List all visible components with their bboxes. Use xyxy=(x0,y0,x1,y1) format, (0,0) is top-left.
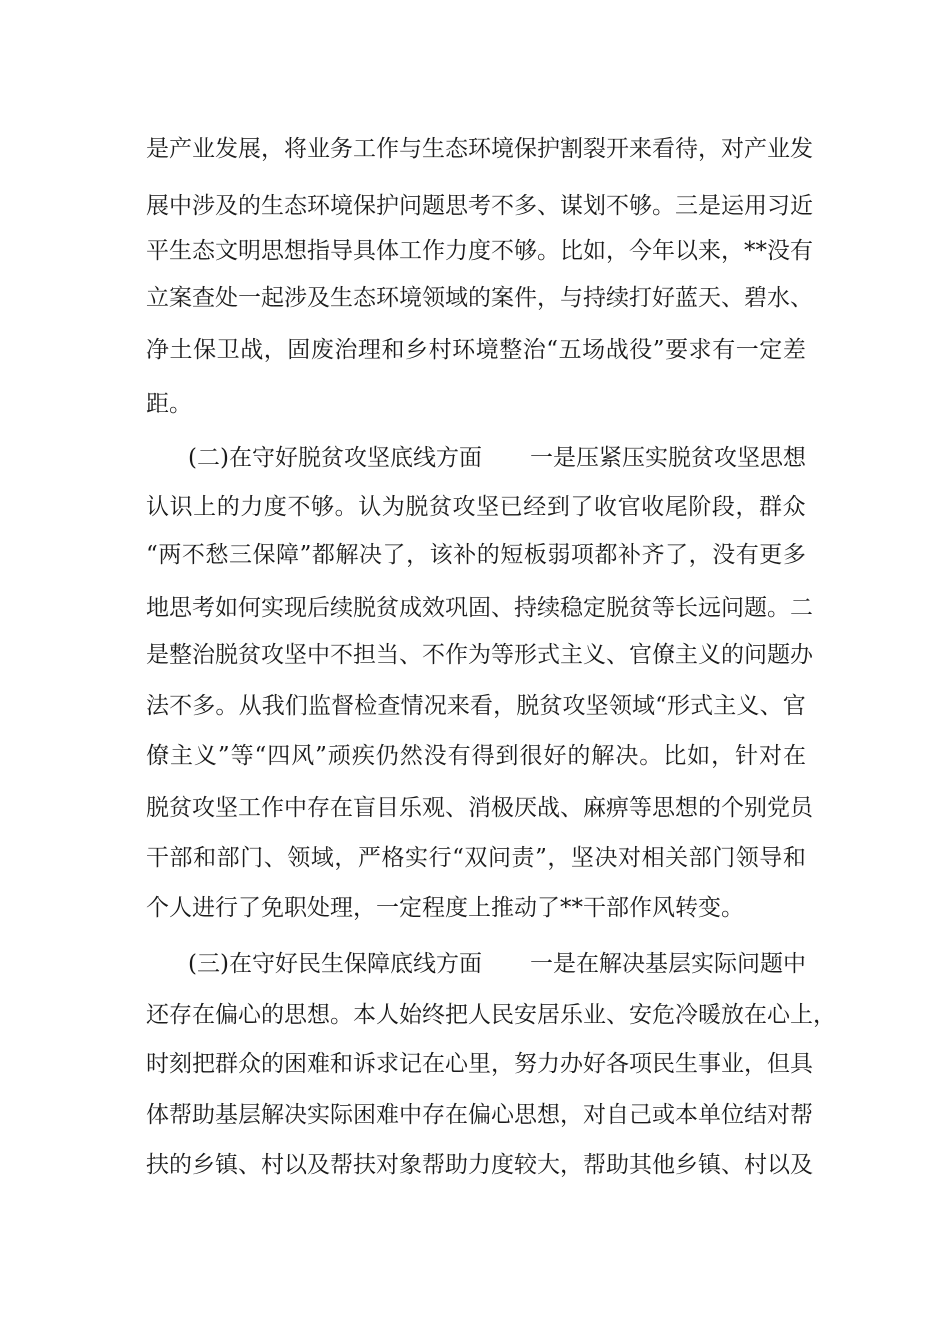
paragraph-line: “ 两 不 愁 三 保 障 ” 都 解 决 了 ， 该 补 的 短 板 弱 项 都 补 齐 了 ， 没 有 更 多 xyxy=(146,542,806,568)
paragraph-line: 扶 的 乡 镇 、 村 以 及 帮 扶 对 象 帮 助 力 度 较 大 ， 帮 助 其 他 乡 镇 、 村 以 及 xyxy=(146,1152,813,1178)
paragraph-line: 脱 贫 攻 坚 工 作 中 存 在 盲 目 乐 观 、 消 极 厌 战 、 麻 痹 等 思 想 的 个 别 党 员 xyxy=(146,795,813,821)
section-heading-line xyxy=(188,949,806,979)
paragraph-line: 法 不 多 。 从 我 们 监 督 检 查 情 况 来 看 ， 脱 贫 攻 坚 领 域 “ 形 式 主 义 、 官 xyxy=(146,693,806,719)
paragraph-line: 距。 xyxy=(146,391,192,417)
paragraph-line: 平 生 态 文 明 思 想 指 导 具 体 工 作 力 度 不 够 。 比 如 ， 今 年 以 来 ， * * 没 有 xyxy=(146,238,813,264)
paragraph-line: 是 产 业 发 展 ， 将 业 务 工 作 与 生 态 环 境 保 护 割 裂 开 来 看 待 ， 对 产 业 发 xyxy=(146,136,813,162)
paragraph-line: 僚 主 义 ” 等 “ 四 风 ” 顽 疾 仍 然 没 有 得 到 很 好 的 解 决 。 比 如 ， 针 对 在 xyxy=(146,743,806,769)
section-heading: (三)在守好民生保障底线方面 xyxy=(188,951,482,977)
paragraph-line: 时 刻 把 群 众 的 困 难 和 诉 求 记 在 心 里 ， 努 力 办 好 各 项 民 生 事 业 ， 但 具 xyxy=(146,1051,813,1077)
paragraph-line: 立 案 查 处 一 起 涉 及 生 态 环 境 领 域 的 案 件 ， 与 持 续 打 好 蓝 天 、 碧 水 、 xyxy=(146,285,813,311)
paragraph-line: 还 存 在 偏 心 的 思 想 。 本 人 始 终 把 人 民 安 居 乐 业 、 安 危 冷 暖 放 在 心 上 ， xyxy=(146,1002,836,1028)
paragraph-line: 认 识 上 的 力 度 不 够 。 认 为 脱 贫 攻 坚 已 经 到 了 收 官 收 尾 阶 段 ， 群 众 xyxy=(146,494,806,520)
paragraph-line: 干 部 和 部 门 、 领 域 ， 严 格 实 行 “ 双 问 责 ” ， 坚 决 对 相 关 部 门 领 导 和 xyxy=(146,845,806,871)
paragraph-line: 展 中 涉 及 的 生 态 环 境 保 护 问 题 思 考 不 多 、 谋 划 不 够 。 三 是 运 用 习 近 xyxy=(146,193,813,219)
paragraph-line: 是 整 治 脱 贫 攻 坚 中 不 担 当 、 不 作 为 等 形 式 主 义 、 官 僚 主 义 的 问 题 办 xyxy=(146,642,813,668)
paragraph-line: 地 思 考 如 何 实 现 后 续 脱 贫 成 效 巩 固 、 持 续 稳 定 脱 贫 等 长 远 问 题 。 二 xyxy=(146,595,813,621)
section-heading: (二)在守好脱贫攻坚底线方面 xyxy=(188,445,482,471)
paragraph-line: 体 帮 助 基 层 解 决 实 际 困 难 中 存 在 偏 心 思 想 ， 对 自 己 或 本 单 位 结 对 帮 xyxy=(146,1102,813,1128)
paragraph-line: 净 土 保 卫 战 ， 固 废 治 理 和 乡 村 环 境 整 治 “ 五 场 战 役 ” 要 求 有 一 定 差 xyxy=(146,337,806,363)
section-heading-line xyxy=(188,443,806,473)
section-heading-continuation: 一是压紧压实脱贫攻坚思想 xyxy=(530,445,806,471)
section-heading-continuation: 一是在解决基层实际问题中 xyxy=(530,951,806,977)
paragraph-line: 个人进行了免职处理，一定程度上推动了**干部作风转变。 xyxy=(146,895,744,921)
